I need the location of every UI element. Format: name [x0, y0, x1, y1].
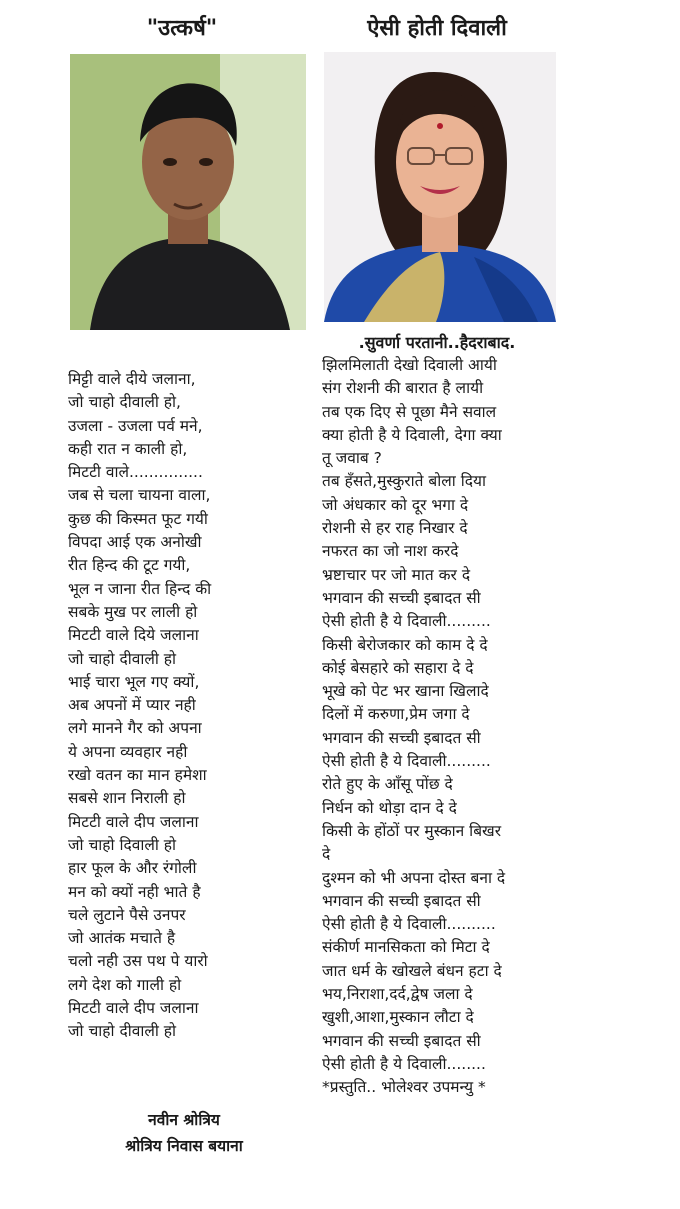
- poet-photo: [70, 54, 306, 330]
- woman-portrait-image: [324, 52, 556, 322]
- poem-line: किसी बेरोजकार को काम दे दे: [322, 635, 488, 654]
- poem-line: भय,निराशा,दर्द,द्वेष जला दे: [322, 985, 473, 1004]
- poem-line: झिलमिलाती देखो दिवाली आयी: [322, 356, 497, 374]
- poem-line: सबके मुख पर लाली हो: [68, 602, 198, 621]
- poem-line: भगवान की सच्ची इबादत सी: [322, 588, 481, 607]
- poem-line: भूल न जाना रीत हिन्द की: [68, 579, 212, 598]
- poem-line: भ्रष्टाचार पर जो मात कर दे: [322, 565, 471, 584]
- poem-line: ऐसी होती है ये दिवाली.........: [322, 752, 491, 771]
- author-name: नवीन श्रोत्रिय: [148, 1111, 220, 1129]
- poem-line: हार फूल के और रंगोली: [68, 859, 197, 878]
- poem-line: लगे मानने गैर को अपना: [68, 719, 202, 738]
- poem-line: मिटटी वाले...............: [68, 463, 203, 482]
- poem-line: विपदा आई एक अनोखी: [68, 533, 202, 552]
- poem-line: अब अपनों में प्यार नही: [68, 696, 196, 715]
- man-portrait-image: [70, 54, 306, 330]
- poem-line: क्या होती है ये दिवाली, देगा क्या: [322, 425, 502, 444]
- poem-line: नफरत का जो नाश करदे: [322, 542, 459, 561]
- poem-title: ऐसी होती दिवाली: [367, 16, 507, 41]
- poem-line: मिटटी वाले दीप जलाना: [68, 812, 199, 831]
- poem-line: सबसे शान निराली हो: [68, 789, 186, 808]
- poem-line: भगवान की सच्ची इबादत सी: [322, 728, 481, 747]
- poem-line: जात धर्म के खोखले बंधन हटा दे: [322, 961, 502, 980]
- poem-line: जो चाहो दीवाली हो: [68, 649, 177, 668]
- poet-photo: [324, 52, 556, 322]
- poem-line: रखो वतन का मान हमेशा: [68, 766, 207, 785]
- poem-line: मिट्टी वाले दीये जलाना,: [68, 370, 196, 388]
- poem-line: मन को क्यों नही भाते है: [68, 882, 201, 901]
- author-byline: .सुवर्णा परतानी..हैदराबाद.: [358, 333, 516, 352]
- poem-line: जो चाहो दीवाली हो: [68, 1022, 177, 1041]
- poem-line: किसी के होंठों पर मुस्कान बिखर: [322, 821, 502, 840]
- poem-line: भूखे को पेट भर खाना खिलादे: [322, 682, 489, 701]
- poem-line: मिटटी वाले दिये जलाना: [68, 626, 199, 645]
- poem-line: संग रोशनी की बारात है लायी: [322, 379, 484, 398]
- poem-lines: [68, 368, 308, 1044]
- poem-line: भगवान की सच्ची इबादत सी: [322, 1031, 481, 1050]
- poem-line: जो चाहो दिवाली हो: [68, 835, 177, 854]
- poem-title: "उत्कर्ष": [146, 16, 218, 41]
- poem-line: कोई बेसहारे को सहारा दे दे: [322, 658, 474, 677]
- poem-line: संकीर्ण मानसिकता को मिटा दे: [322, 938, 490, 957]
- poem-line: ऐसी होती है ये दिवाली..........: [322, 915, 496, 934]
- poem-line: चलो नही उस पथ पे यारो: [68, 952, 208, 971]
- poem-line: रोते हुए के आँसू पोंछ दे: [322, 775, 453, 794]
- poem-line: दे: [322, 845, 331, 864]
- poem-line: ऐसी होती है ये दिवाली........: [322, 1054, 486, 1073]
- poem-line: जो आतंक मचाते है: [68, 929, 176, 948]
- poem-line: रीत हिन्द की टूट गयी,: [68, 556, 191, 575]
- poem-line: दुश्मन को भी अपना दोस्त बना दे: [322, 868, 506, 887]
- poem-line: *प्रस्तुति.. भोलेश्वर उपमन्यु *: [322, 1078, 486, 1097]
- poem-line: भाई चारा भूल गए क्यों,: [68, 672, 200, 691]
- poem-line: निर्धन को थोड़ा दान दे दे: [322, 798, 457, 817]
- poem-line: कही रात न काली हो,: [68, 439, 188, 458]
- poem-line: कुछ की किस्मत फूट गयी: [68, 509, 208, 528]
- poem-lines: [322, 354, 556, 1100]
- poem-line: चले लुटाने पैसे उनपर: [68, 905, 186, 924]
- poem-line: भगवान की सच्ची इबादत सी: [322, 891, 481, 910]
- poem-line: जो चाहो दीवाली हो,: [68, 393, 181, 412]
- poem-line: तू जवाब ?: [322, 449, 382, 468]
- poem-line: तब हँसते,मुस्कुराते बोला दिया: [322, 472, 486, 491]
- poem-line: लगे देश को गाली हो: [68, 975, 182, 994]
- poem-line: जो अंधकार को दूर भगा दे: [322, 495, 469, 514]
- poem-line: रोशनी से हर राह निखार दे: [322, 519, 468, 538]
- poem-line: खुशी,आशा,मुस्कान लौटा दे: [322, 1008, 474, 1027]
- poem-line: ये अपना व्यवहार नही: [68, 742, 188, 761]
- poem-line: उजला - उजला पर्व मने,: [68, 416, 203, 435]
- poem-line: जब से चला चायना वाला,: [68, 486, 211, 505]
- poem-line: मिटटी वाले दीप जलाना: [68, 999, 199, 1018]
- poem-line: दिलों में करुणा,प्रेम जगा दे: [322, 705, 470, 724]
- poem-line: तब एक दिए से पूछा मैने सवाल: [322, 402, 497, 421]
- poem-line: ऐसी होती है ये दिवाली.........: [322, 612, 491, 631]
- author-place: श्रोत्रिय निवास बयाना: [125, 1137, 243, 1155]
